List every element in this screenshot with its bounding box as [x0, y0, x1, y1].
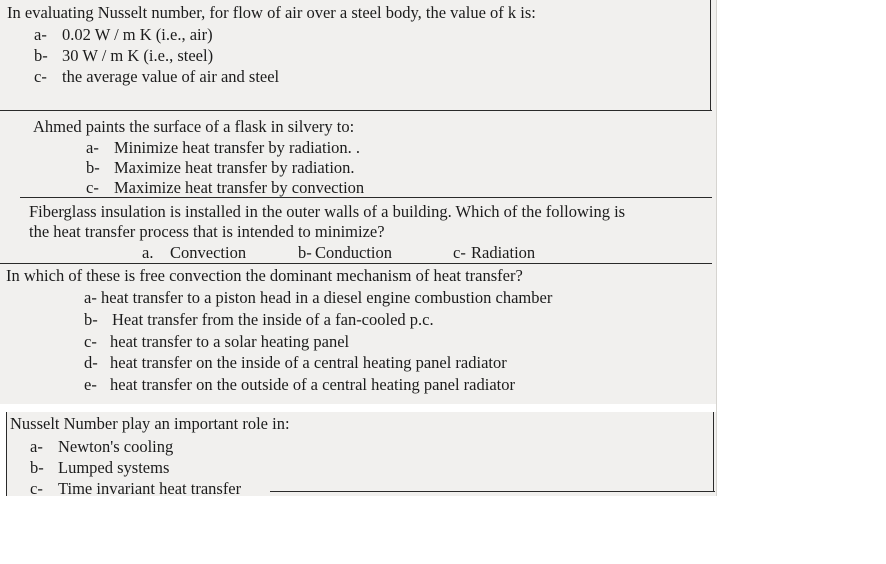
divider-line — [270, 491, 715, 492]
question-3-text-line-2: the heat transfer process that is intended to minimize? — [29, 222, 385, 241]
divider-line — [0, 263, 712, 264]
border-line — [710, 0, 711, 111]
question-3-option-c-marker: c- — [453, 243, 466, 262]
question-5-option-c-marker: c- — [30, 479, 43, 498]
question-3-option-b-marker: b- — [298, 243, 312, 262]
question-4-option-a-marker: a- — [84, 288, 97, 307]
question-1-text: In evaluating Nusselt number, for flow of air over a steel body, the value of k is: — [7, 3, 536, 22]
question-4-text: In which of these is free convection the dominant mechanism of heat transfer? — [6, 266, 523, 285]
question-3-option-b: Conduction — [315, 243, 392, 262]
question-2-option-a: Minimize heat transfer by radiation. . — [114, 138, 361, 157]
divider-line — [20, 197, 712, 198]
question-4-option-b: Heat transfer from the inside of a fan-cooled p.c. — [112, 310, 434, 329]
page-gap — [0, 404, 716, 412]
question-2-text: Ahmed paints the surface of a flask in silvery to: — [33, 117, 355, 136]
question-1-option-a-marker: a- — [34, 25, 47, 44]
border-line — [6, 412, 7, 496]
divider-line — [0, 110, 712, 111]
question-5-option-a: Newton's cooling — [58, 437, 174, 456]
question-1-option-c: the average value of air and steel — [62, 67, 280, 86]
question-1-option-b-marker: b- — [34, 46, 48, 65]
question-5-option-c: Time invariant heat transfer — [58, 479, 242, 498]
question-4-option-e-marker: e- — [84, 375, 97, 394]
question-3-option-c: Radiation — [471, 243, 536, 262]
question-1-option-a: 0.02 W / m K (i.e., air) — [62, 25, 213, 44]
question-2-option-b: Maximize heat transfer by radiation. — [114, 158, 355, 177]
question-4-option-c-marker: c- — [84, 332, 97, 351]
question-4-option-e: heat transfer on the outside of a central heating panel radiator — [110, 375, 515, 394]
question-5-text: Nusselt Number play an important role in: — [10, 414, 290, 433]
question-5-option-b: Lumped systems — [58, 458, 170, 477]
question-1-option-c-marker: c- — [34, 67, 47, 86]
question-2-option-b-marker: b- — [86, 158, 100, 177]
question-3-option-a: Convection — [170, 243, 247, 262]
question-4-option-d-marker: d- — [84, 353, 98, 372]
question-4-option-d: heat transfer on the inside of a central heating panel radiator — [110, 353, 507, 372]
question-2-option-a-marker: a- — [86, 138, 99, 157]
border-line — [713, 412, 714, 492]
question-3-text-line-1: Fiberglass insulation is installed in the outer walls of a building. Which of the following is — [29, 202, 626, 221]
question-1-option-b: 30 W / m K (i.e., steel) — [62, 46, 214, 65]
question-5-option-a-marker: a- — [30, 437, 43, 456]
question-2-option-c-marker: c- — [86, 178, 99, 197]
question-5-option-b-marker: b- — [30, 458, 44, 477]
question-3-option-a-marker: a. — [142, 243, 154, 262]
question-4-option-b-marker: b- — [84, 310, 98, 329]
question-2-option-c: Maximize heat transfer by convection — [114, 178, 365, 197]
question-4-option-a: heat transfer to a piston head in a diesel engine combustion chamber — [101, 288, 553, 307]
question-4-option-c: heat transfer to a solar heating panel — [110, 332, 350, 351]
